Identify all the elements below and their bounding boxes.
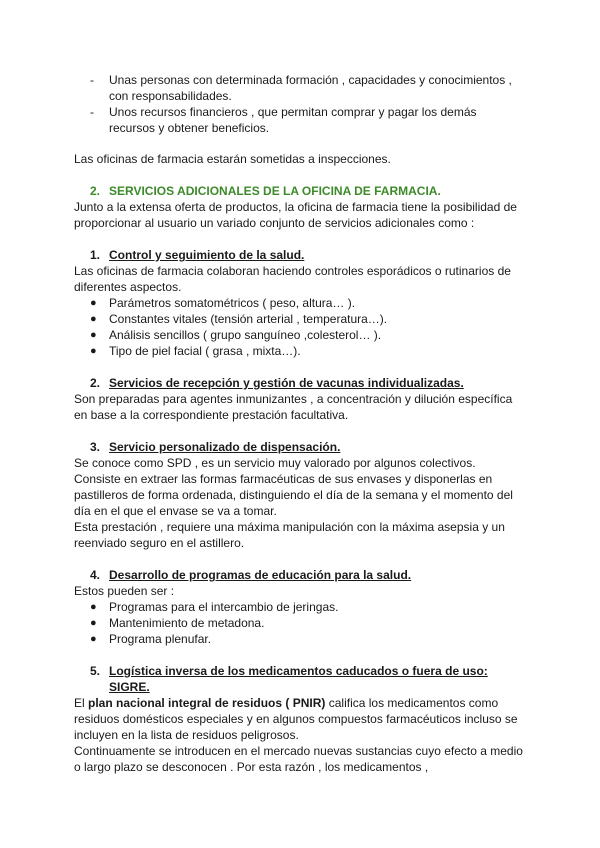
bullet-item: Mantenimiento de metadona. bbox=[109, 616, 265, 630]
subsection-title: Servicio personalizado de dispensación. bbox=[109, 440, 341, 454]
paragraph-line: Esta prestación , requiere una máxima manipulación con la máxima asepsia y un bbox=[74, 520, 505, 534]
bold-term: plan nacional integral de residuos ( PNIR) bbox=[88, 696, 326, 710]
subsection-number: 2. bbox=[90, 376, 101, 390]
paragraph-line: diferentes aspectos. bbox=[74, 280, 182, 294]
bullet-item: Análisis sencillos ( grupo sanguíneo ,colesterol… ). bbox=[109, 328, 382, 342]
list-item-line: recursos y obtener beneficios. bbox=[109, 121, 270, 135]
list-item-line: Unas personas con determinada formación , capacidades y conocimientos , bbox=[109, 73, 512, 87]
paragraph-line bbox=[74, 695, 498, 711]
subsection-title: Logística inversa de los medicamentos caducados o fuera de uso: bbox=[109, 664, 488, 678]
paragraph-line: reenviado seguro en el astillero. bbox=[74, 536, 245, 550]
paragraph-line: residuos domésticos especiales y en algunos compuestos farmacéuticos incluso se bbox=[74, 712, 518, 726]
bullet-item: Programa plenufar. bbox=[109, 632, 212, 646]
paragraph-line: pastilleros de forma ordenada, distinguiendo el día de la semana y el momento del bbox=[74, 488, 513, 502]
paragraph-prefix: El bbox=[74, 696, 89, 710]
list-item-line: Unos recursos financieros , que permitan comprar y pagar los demás bbox=[109, 105, 477, 119]
subsection-heading bbox=[90, 567, 411, 583]
bullet-item: Tipo de piel facial ( grasa , mixta…). bbox=[109, 344, 301, 358]
paragraph-line: Continuamente se introducen en el mercado nuevas sustancias cuyo efecto a medio bbox=[74, 744, 523, 758]
paragraph-line: Son preparadas para agentes inmunizantes , a concentración y dilución específica bbox=[74, 392, 513, 406]
bullet-icon: ● bbox=[90, 345, 97, 357]
paragraph-line: o largo plazo se desconocen . Por esta razón , los medicamentos , bbox=[74, 760, 429, 774]
subsection-title-continued: SIGRE. bbox=[109, 680, 150, 694]
subsection-title: Servicios de recepción y gestión de vacunas individualizadas. bbox=[109, 376, 464, 390]
list-item-line: con responsabilidades. bbox=[109, 89, 232, 103]
bullet-icon: ● bbox=[90, 313, 97, 325]
bullet-icon: ● bbox=[90, 601, 97, 613]
bullet-item: Parámetros somatométricos ( peso, altura… ). bbox=[109, 296, 356, 310]
subsection-number: 4. bbox=[90, 568, 101, 582]
subsection-number: 1. bbox=[90, 248, 101, 262]
subsection-number: 5. bbox=[90, 664, 101, 678]
section-title: SERVICIOS ADICIONALES DE LA OFICINA DE FARMACIA. bbox=[109, 184, 441, 198]
subsection-number: 3. bbox=[90, 440, 101, 454]
bullet-icon: ● bbox=[90, 329, 97, 341]
bullet-item: Programas para el intercambio de jeringas. bbox=[109, 600, 339, 614]
paragraph-rest: califica los medicamentos como bbox=[325, 696, 499, 710]
paragraph-line: Las oficinas de farmacia estarán sometidas a inspecciones. bbox=[74, 152, 391, 166]
paragraph-line: día en el que el envase se va a tomar. bbox=[74, 504, 277, 518]
subsection-heading bbox=[90, 663, 488, 679]
dash-marker: - bbox=[90, 73, 94, 87]
bullet-icon: ● bbox=[90, 297, 97, 309]
paragraph-line: en base a la correspondiente prestación facultativa. bbox=[74, 408, 349, 422]
subsection-heading bbox=[90, 375, 464, 391]
paragraph-line: Estos pueden ser : bbox=[74, 584, 175, 598]
paragraph-line: Consiste en extraer las formas farmacéuticas de sus envases y disponerlas en bbox=[74, 472, 493, 486]
paragraph-line: incluyen en la lista de residuos peligrosos. bbox=[74, 728, 299, 742]
paragraph-line: Junto a la extensa oferta de productos, la oficina de farmacia tiene la posibilidad de bbox=[74, 200, 517, 214]
section-number: 2. bbox=[90, 184, 101, 198]
paragraph-line: Las oficinas de farmacia colaboran haciendo controles esporádicos o rutinarios de bbox=[74, 264, 511, 278]
subsection-title: Control y seguimiento de la salud. bbox=[109, 248, 305, 262]
bullet-item: Constantes vitales (tensión arterial , temperatura…). bbox=[109, 312, 388, 326]
section-heading bbox=[90, 183, 441, 199]
dash-marker: - bbox=[90, 105, 94, 119]
paragraph-line: proporcionar al usuario un variado conjunto de servicios adicionales como : bbox=[74, 216, 475, 230]
bullet-icon: ● bbox=[90, 617, 97, 629]
bullet-icon: ● bbox=[90, 633, 97, 645]
subsection-heading bbox=[90, 439, 340, 455]
subsection-title: Desarrollo de programas de educación para la salud. bbox=[109, 568, 412, 582]
paragraph-line: Se conoce como SPD , es un servicio muy valorado por algunos colectivos. bbox=[74, 456, 476, 470]
subsection-heading bbox=[90, 247, 304, 263]
